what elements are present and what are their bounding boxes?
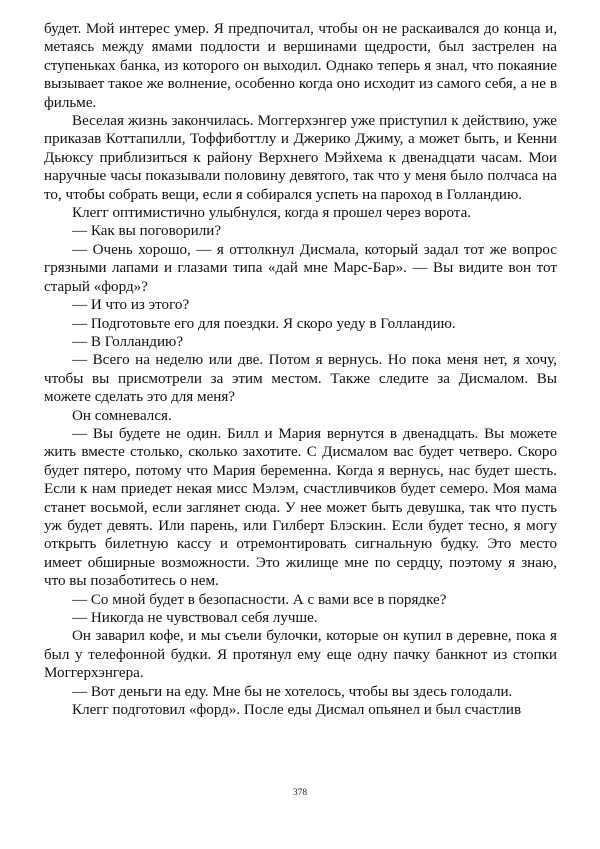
paragraph: будет. Мой интерес умер. Я предпочитал, чтобы он не раскаивался до конца и, метаясь между ямами подлости и вершинами щедрости, был застрелен на ступеньках банка, из которого он выходил. Однако теперь я знал, что покаяние вызывает такое же волнение, особенно когда оно исходит из самого себя, а не в фильме.: [44, 21, 557, 111]
paragraph: Веселая жизнь закончилась. Моггерхэнгер уже приступил к действию, уже приказав Коттапилли, Тоффиботтлу и Джерико Джиму, а может быть, и Кенни Дьюксу приблизиться к району Верхнего Мэйхема к двенадцати часам. Мои наручные часы показывали половину девятого, так что у меня было полчаса на то, чтобы собрать вещи, если я собирался успеть на пароход в Голландию.: [44, 113, 557, 203]
dialogue-line: — Подготовьте его для поездки. Я скоро уеду в Голландию.: [72, 315, 456, 332]
dialogue-line: — В Голландию?: [72, 333, 184, 350]
paragraph: Клегг оптимистично улыбнулся, когда я прошел через ворота.: [72, 205, 472, 222]
dialogue-line: — Никогда не чувствовал себя лучше.: [72, 610, 318, 626]
dialogue-line: — Со мной будет в безопасности. А с вами все в порядке?: [72, 591, 447, 608]
dialogue-line: — Как вы поговорили?: [72, 223, 222, 240]
dialogue-line: — Вот деньги на еду. Мне бы не хотелось, чтобы вы здесь голодали.: [72, 683, 513, 700]
paragraph: Клегг подготовил «форд». После еды Дисмал опьянел и был счастлив: [72, 702, 522, 719]
paragraph: Он заварил кофе, и мы съели булочки, которые он купил в деревне, пока я был у телефонной будки. Я протянул ему еще одну пачку банкнот из стопки Моггерхэнгера.: [44, 628, 557, 682]
dialogue-line: — Очень хорошо, — я оттолкнул Дисмала, который задал тот же вопрос грязными лапами и глазами типа «дай мне Марс-Бар». — Вы видите вон тот старый «форд»?: [44, 241, 557, 295]
dialogue-line: — И что из этого?: [72, 297, 190, 314]
page-body: [44, 20, 557, 719]
dialogue-line: — Всего на неделю или две. Потом я вернусь. Но пока меня нет, я хочу, чтобы вы присмотрели за этим местом. Также следите за Дисмалом. Вы можете сделать это для меня?: [44, 352, 557, 406]
page-number: 378: [292, 788, 308, 798]
dialogue-line: — Вы будете не один. Билл и Мария вернутся в двенадцать. Вы можете жить вместе столько, сколько захотите. С Дисмалом вас будет четверо. Скоро будет пятеро, потому что Мария беременна. Когда я вернусь, нас будет шесть. Если к нам приедет некая мисс Мэлэм, счастливчиков будет семеро. Моя мама станет восьмой, если заглянет сюда. У нее может быть девушка, так что пусть уж будет девять. Или парень, или Гилберт Блэскин. Если будет тесно, я могу открыть билетную кассу и отремонтировать сигнальную будку. Это место имеет обширные возможности. Это жилище мне по сердцу, поэтому я знаю, что вы позаботитесь о нем.: [44, 425, 557, 590]
paragraph: Он сомневался.: [72, 407, 172, 424]
